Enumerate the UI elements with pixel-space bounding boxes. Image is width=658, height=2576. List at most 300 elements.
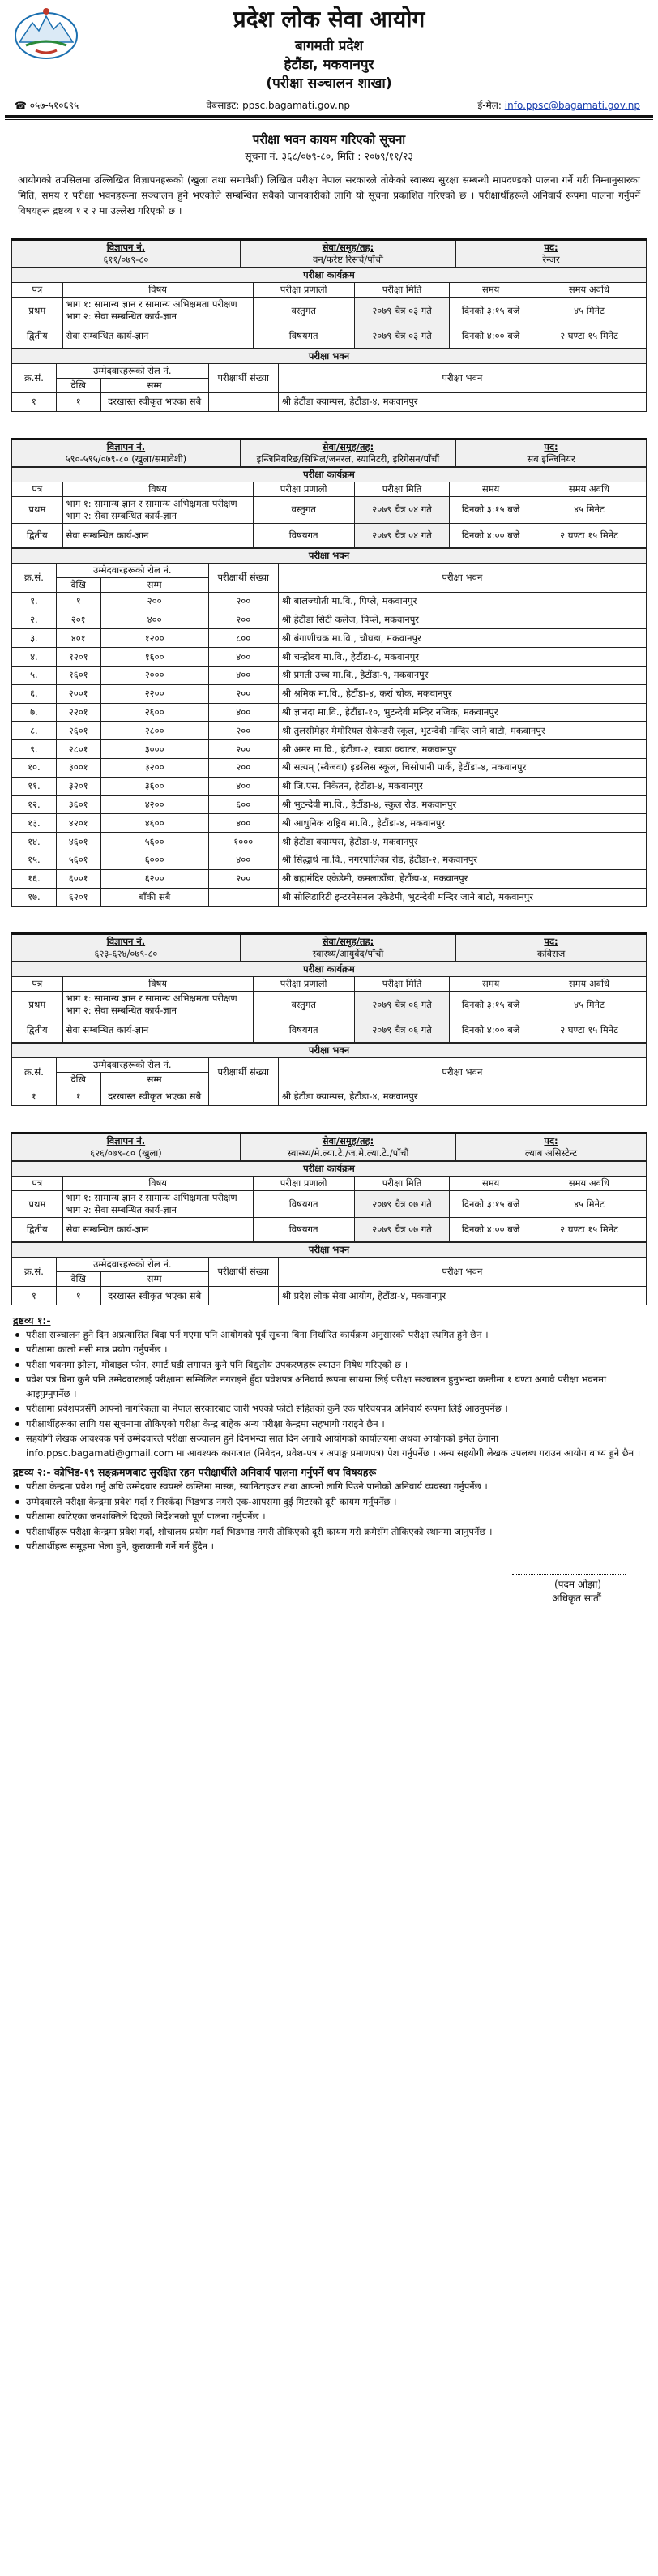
subject-part2: भाग २: सेवा सम्बन्धित कार्य-ज्ञान [66, 311, 177, 322]
service-cell [240, 934, 455, 962]
paper-subject [62, 324, 253, 349]
roll-col-header: उम्मेदवारहरूको रोल नं. [56, 563, 208, 577]
roll-col-header: उम्मेदवारहरूको रोल नं. [56, 1058, 208, 1073]
note-text: परीक्षार्थीहरू समूहमा भेला हुने, कुराकानी गर्ने गर्न हुँदैन । [26, 1541, 215, 1553]
subject-part1: सेवा सम्बन्धित कार्य-ज्ञान [66, 529, 149, 541]
notes1-heading: द्रष्टव्य १:- [13, 1314, 51, 1327]
note-item [13, 1432, 645, 1460]
hall-row [12, 777, 647, 795]
exam-hall-heading: परीक्षा भवन [12, 1243, 647, 1258]
roll-to: २८०० [100, 722, 208, 740]
notice-title: परीक्षा भवन कायम गरिएको सूचना [252, 132, 406, 147]
bullet-icon [15, 1363, 19, 1367]
count-col-header: परीक्षार्थी संख्या [208, 364, 278, 393]
notice-intro: आयोगको तपसिलमा उल्लिखित विज्ञापनहरूको (खुला तथा समावेशी) लिखित परीक्षा नेपाल सरकारले तोकेको स्वास्थ्य सुरक्षा सम्बन्धी मापदण्डको पालना गर्ने गरी निम्नानुसारका मिति, समय र परीक्षा भवनहरूमा सञ्चालन हुने भएकोले सम्बन्धित सबैको जानकारीको लागि यो सूचना प्रकाशित गरिएको छ । परीक्षार्थीहरूले अनिवार्य रूपमा पालना गर्नुपर्ने विषयहरू द्रष्टव्य १ र २ मा उल्लेख गरिएको छ । [18, 174, 640, 216]
hall-sn: १. [12, 592, 57, 611]
note-item [13, 1480, 645, 1494]
roll-to: ५६०० [100, 833, 208, 851]
post-label: पद: [544, 1135, 558, 1147]
roll-to: २००० [100, 666, 208, 684]
roll-to: ३००० [100, 740, 208, 759]
hall-row [12, 722, 647, 740]
roll-to: १२०० [100, 629, 208, 648]
adv-no-cell [12, 1134, 241, 1161]
roll-to: दरखास्त स्वीकृत भएका सबै [100, 1287, 208, 1305]
roll-from: ३००१ [56, 758, 100, 777]
office-location: हेटौंडा, मकवानपुर [284, 57, 374, 73]
hall-sn: ९. [12, 740, 57, 759]
roll-from: ४०१ [56, 629, 100, 648]
paper-date: २०७९ चैत्र ०४ गते [354, 523, 449, 547]
notice-number: सूचना नं. ३६८/०७९-८०, मिति : २०७९/११/२३ [245, 150, 413, 162]
hall-sn: २. [12, 611, 57, 629]
hall-name: श्री हेटौंडा क्याम्पस, हेटौंडा-४, मकवानपुर [278, 1087, 646, 1106]
service-value: वन/फरेष्ट रिसर्च/पाँचौं [312, 254, 383, 265]
adv-no-label: विज्ञापन नं. [106, 936, 146, 948]
post-value: कविराज [536, 948, 566, 960]
hall-sn: १ [12, 1087, 57, 1106]
sn-col-header: क्र.सं. [12, 1058, 57, 1087]
bullet-icon [15, 1437, 19, 1441]
roll-from: १ [56, 393, 100, 412]
paper-col-header: पत्र [12, 482, 63, 496]
adv-no-label: विज्ञापन नं. [106, 1135, 146, 1147]
paper-method: विषयगत [253, 324, 354, 349]
candidate-count: १००० [208, 833, 278, 851]
paper-duration: २ घण्टा १५ मिनेट [532, 523, 647, 547]
website-text[interactable]: वेबसाइट: ppsc.bagamati.gov.np [206, 100, 351, 111]
paper-duration: २ घण्टा १५ मिनेट [532, 1218, 647, 1242]
paper-time: दिनको ३:१५ बजे [450, 496, 532, 523]
post-value: रेन्जर [542, 254, 560, 265]
hall-row [12, 1087, 647, 1106]
roll-from-header: देखि [56, 1272, 100, 1287]
method-col-header: परीक्षा प्रणाली [253, 977, 354, 992]
adv-no-label: विज्ञापन नं. [106, 242, 146, 253]
hall-sn: ५. [12, 666, 57, 684]
adv-no-value: ६२६/०७९-८० (खुला) [90, 1147, 162, 1159]
count-col-header: परीक्षार्थी संख्या [208, 1258, 278, 1287]
candidate-count: २०० [208, 758, 278, 777]
roll-from-header: देखि [56, 379, 100, 393]
subject-part1: सेवा सम्बन्धित कार्य-ज्ञान [66, 1224, 149, 1236]
roll-from: १६०१ [56, 666, 100, 684]
subject-part2: भाग २: सेवा सम्बन्धित कार्य-ज्ञान [66, 1005, 177, 1017]
post-value: ल्याब असिस्टेन्ट [524, 1147, 578, 1159]
roll-to: ३२०० [100, 758, 208, 777]
subject-part1: भाग १: सामान्य ज्ञान र सामान्य अभिक्षमता परीक्षण [66, 1192, 237, 1204]
paper-row [12, 496, 647, 523]
roll-to-header: सम्म [100, 379, 208, 393]
hall-sn: १ [12, 393, 57, 412]
note-item [13, 1328, 645, 1343]
hall-sn: १६. [12, 869, 57, 888]
paper-date: २०७९ चैत्र ०३ गते [354, 298, 449, 324]
count-col-header: परीक्षार्थी संख्या [208, 563, 278, 592]
service-value: इन्जिनियरिङ/सिभिल/जनरल, स्यानिटरी, इरिगेसन/पाँचौं [256, 452, 440, 465]
date-col-header: परीक्षा मिति [354, 283, 449, 298]
paper-duration: २ घण्टा १५ मिनेट [532, 1018, 647, 1043]
note-item [13, 1540, 645, 1554]
hall-name: श्री ब्रह्ममंदिर एकेडेमी, कमलाडाँडा, हेटौंडा-४, मकवानपुर [278, 869, 646, 888]
hall-sn: ६. [12, 684, 57, 703]
commission-title: प्रदेश लोक सेवा आयोग [233, 6, 425, 32]
paper-row [12, 1018, 647, 1043]
hall-row [12, 888, 647, 907]
exam-program-table [11, 1161, 647, 1242]
roll-to: २६०० [100, 703, 208, 722]
paper-row [12, 298, 647, 324]
roll-from: ३६०१ [56, 795, 100, 814]
roll-col-header: उम्मेदवारहरूको रोल नं. [56, 364, 208, 379]
note-text: परीक्षामा खटिएका जनशक्तिले दिएको निर्देशनको पूर्ण पालना गर्नुपर्नेछ । [26, 1511, 266, 1523]
paper-method: वस्तुगत [253, 992, 354, 1018]
paper-method: विषयगत [253, 1018, 354, 1043]
roll-col-header: उम्मेदवारहरूको रोल नं. [56, 1258, 208, 1272]
hall-row [12, 611, 647, 629]
hall-sn: १३. [12, 814, 57, 833]
roll-to: दरखास्त स्वीकृत भएका सबै [100, 1087, 208, 1106]
signature-block [0, 1566, 626, 1605]
hall-row [12, 592, 647, 611]
hall-name: श्री सिद्धार्थ मा.वि., नगरपालिका रोड, हेटौंडा-२, मकवानपुर [278, 851, 646, 869]
roll-from: ४२०१ [56, 814, 100, 833]
duration-col-header: समय अवधि [532, 1177, 647, 1191]
subject-part1: भाग १: सामान्य ज्ञान र सामान्य अभिक्षमता परीक्षण [66, 992, 237, 1005]
candidate-count: २०० [208, 722, 278, 740]
exam-program-heading: परीक्षा कार्यक्रम [12, 1162, 647, 1177]
roll-from: २६०१ [56, 722, 100, 740]
paper-row [12, 523, 647, 547]
candidate-count [208, 1287, 278, 1305]
paper-no: द्वितीय [12, 1018, 63, 1043]
roll-to-header: सम्म [100, 1272, 208, 1287]
subject-col-header: विषय [62, 1177, 253, 1191]
note-item [13, 1510, 645, 1524]
hall-row [12, 629, 647, 648]
duration-col-header: समय अवधि [532, 482, 647, 496]
paper-no: प्रथम [12, 298, 63, 324]
paper-row [12, 1191, 647, 1218]
hall-sn: ७. [12, 703, 57, 722]
paper-no: प्रथम [12, 992, 63, 1018]
hall-name: श्री हेटौंडा सिटी कलेज, पिप्ले, मकवानपुर [278, 611, 646, 629]
date-col-header: परीक्षा मिति [354, 482, 449, 496]
advertisement-header-table [11, 238, 647, 268]
time-col-header: समय [450, 977, 532, 992]
paper-no: द्वितीय [12, 1218, 63, 1242]
roll-to: २०० [100, 592, 208, 611]
paper-date: २०७९ चैत्र ०६ गते [354, 992, 449, 1018]
paper-col-header: पत्र [12, 977, 63, 992]
bullet-icon [15, 1407, 19, 1411]
service-value: स्वास्थ्य/मे.ल्या.टे./ज.मे.ल्या.टे./पाँचौं [287, 1147, 409, 1159]
note-text: परीक्षामा कालो मसी मात्र प्रयोग गर्नुपर्नेछ । [26, 1344, 168, 1356]
exam-hall-heading: परीक्षा भवन [12, 1044, 647, 1058]
paper-duration: ४५ मिनेट [532, 496, 647, 523]
advertisement-header-table [11, 438, 647, 467]
note-text: परीक्षा सञ्चालन हुने दिन अप्रत्यासित बिदा पर्न गएमा पनि आयोगको पूर्व सूचना बिना निर्धारित कार्यक्रम अनुसारको परीक्षा स्थगित हुने छैन । [26, 1328, 489, 1340]
candidate-count: २०० [208, 592, 278, 611]
sn-col-header: क्र.सं. [12, 1258, 57, 1287]
header-rule [5, 115, 653, 118]
paper-duration: ४५ मिनेट [532, 992, 647, 1018]
hall-sn: ११. [12, 777, 57, 795]
bullet-icon [15, 1545, 19, 1549]
hall-row [12, 684, 647, 703]
advertisement-header-table [11, 932, 647, 962]
bullet-icon [15, 1530, 19, 1534]
exam-program-table [11, 268, 647, 349]
advertisement-block [11, 238, 647, 412]
subject-col-header: विषय [62, 283, 253, 298]
post-label: पद: [544, 936, 558, 948]
method-col-header: परीक्षा प्रणाली [253, 283, 354, 298]
note-item [13, 1358, 645, 1373]
post-label: पद: [544, 242, 558, 253]
service-label: सेवा/समूह/तह: [322, 936, 374, 948]
hall-sn: ४. [12, 648, 57, 667]
roll-to: ६००० [100, 851, 208, 869]
email-link[interactable]: info.ppsc@bagamati.gov.np [504, 100, 640, 111]
signatory-name: (पदम ओझा) [554, 1578, 601, 1590]
paper-method: वस्तुगत [253, 496, 354, 523]
note-text: परीक्षार्थीहरूका लागि यस सूचनामा तोकिएको परीक्षा केन्द्र बाहेक अन्य परीक्षा केन्द्रमा सहभागी गराइने छैन । [26, 1417, 385, 1429]
hall-name: श्री आधुनिक राष्ट्रिय मा.वि., हेटौंडा-४, मकवानपुर [278, 814, 646, 833]
subject-col-header: विषय [62, 482, 253, 496]
date-col-header: परीक्षा मिति [354, 1177, 449, 1191]
hall-col-header: परीक्षा भवन [278, 364, 646, 393]
bullet-icon [15, 1422, 19, 1426]
post-cell [456, 934, 647, 962]
service-label: सेवा/समूह/तह: [322, 242, 374, 253]
hall-row [12, 666, 647, 684]
hall-name: श्री सत्यम् (स्वैजवा) इङलिस स्कूल, चिसोपानी पार्क, हेटौंडा-४, मकवानपुर [278, 758, 646, 777]
roll-to: ३६०० [100, 777, 208, 795]
post-cell [456, 240, 647, 268]
service-cell [240, 240, 455, 268]
note-item [13, 1373, 645, 1401]
hall-sn: १०. [12, 758, 57, 777]
nepal-emblem-icon [11, 5, 81, 62]
roll-from: ३२०१ [56, 777, 100, 795]
note-text: परीक्षामा प्रवेशपत्रसँगै आफ्नो नागरिकता वा नेपाल सरकारबाट जारी भएको फोटो सहितको कुनै एक परिचयपत्र अनिवार्य रूपमा लिई आउनुपर्नेछ । [26, 1403, 508, 1415]
paper-duration: २ घण्टा १५ मिनेट [532, 324, 647, 349]
hall-col-header: परीक्षा भवन [278, 1258, 646, 1287]
hall-row [12, 851, 647, 869]
signature-line [512, 1574, 626, 1575]
paper-row [12, 1218, 647, 1242]
paper-method: विषयगत [253, 1191, 354, 1218]
exam-hall-table [11, 548, 647, 907]
paper-subject [62, 1218, 253, 1242]
duration-col-header: समय अवधि [532, 977, 647, 992]
hall-sn: १२. [12, 795, 57, 814]
advertisement-block [11, 932, 647, 1106]
candidate-count: ४०० [208, 666, 278, 684]
paper-subject [62, 496, 253, 523]
note-text: उम्मेदवारले परीक्षा केन्द्रमा प्रवेश गर्दा र निस्कँदा भिडभाड नगरी एक-आपसमा दुई मिटरको दूरी कायम गर्नुपर्नेछ । [26, 1495, 397, 1507]
paper-method: वस्तुगत [253, 298, 354, 324]
paper-subject [62, 992, 253, 1018]
subject-part1: भाग १: सामान्य ज्ञान र सामान्य अभिक्षमता परीक्षण [66, 298, 237, 310]
paper-duration: ४५ मिनेट [532, 1191, 647, 1218]
email-label: ई-मेल: [477, 100, 502, 111]
post-label: पद: [544, 440, 558, 452]
hall-name: श्री सोलिडारिटी इन्टरनेसनल एकेडेमी, भुटन्देवी मन्दिर जाने बाटो, मकवानपुर [278, 888, 646, 907]
service-label: सेवा/समूह/तह: [322, 440, 374, 452]
adv-no-value: ६११/०७९-८० [103, 254, 149, 265]
hall-row [12, 703, 647, 722]
count-col-header: परीक्षार्थी संख्या [208, 1058, 278, 1087]
roll-to: बाँकी सबै [100, 888, 208, 907]
advertisement-block [11, 1132, 647, 1305]
paper-no: द्वितीय [12, 324, 63, 349]
note-item [13, 1417, 645, 1432]
roll-from: १ [56, 1087, 100, 1106]
paper-no: प्रथम [12, 1191, 63, 1218]
adv-no-cell [12, 934, 241, 962]
note-item [13, 1402, 645, 1417]
hall-col-header: परीक्षा भवन [278, 1058, 646, 1087]
roll-to: दरखास्त स्वीकृत भएका सबै [100, 393, 208, 412]
header-rule-thin [5, 119, 653, 120]
hall-name: श्री अमर मा.वि., हेटौंडा-२, खाडा क्वाटर, मकवानपुर [278, 740, 646, 759]
bullet-icon [15, 1333, 19, 1337]
email-block [477, 98, 640, 112]
paper-date: २०७९ चैत्र ०६ गते [354, 1018, 449, 1043]
paper-no: प्रथम [12, 496, 63, 523]
time-col-header: समय [450, 482, 532, 496]
roll-to-header: सम्म [100, 577, 208, 592]
roll-to: ६२०० [100, 869, 208, 888]
subject-part2: भाग २: सेवा सम्बन्धित कार्य-ज्ञान [66, 509, 177, 521]
paper-time: दिनको ४:०० बजे [450, 324, 532, 349]
note-item [13, 1525, 645, 1540]
duration-col-header: समय अवधि [532, 283, 647, 298]
hall-row [12, 869, 647, 888]
candidate-count [208, 393, 278, 412]
roll-from: ५६०१ [56, 851, 100, 869]
time-col-header: समय [450, 1177, 532, 1191]
hall-col-header: परीक्षा भवन [278, 563, 646, 592]
hall-name: श्री तुलसीमेहर मेमोरियल सेकेन्डरी स्कूल, भुटन्देवी मन्दिर जाने बाटो, मकवानपुर [278, 722, 646, 740]
note-text: परीक्षार्थीहरू परीक्षा केन्द्रमा प्रवेश गर्दा, शौचालय प्रयोग गर्दा भिडभाड नगरी तोकिएको दूरी कायम गरी क्रमैसँग तोकिएको स्थानमा जानुपर्नेछ । [26, 1525, 493, 1537]
paper-date: २०७९ चैत्र ०७ गते [354, 1191, 449, 1218]
hall-sn: १ [12, 1287, 57, 1305]
exam-hall-table [11, 1242, 647, 1305]
phone-number: ☎ ०५७-५१०६९५ [15, 100, 79, 111]
adv-no-value: ६२३-६२४/०७९-८० [94, 948, 158, 960]
bullet-icon [15, 1348, 19, 1352]
candidate-count: २०० [208, 869, 278, 888]
hall-row [12, 833, 647, 851]
post-cell [456, 439, 647, 466]
hall-sn: १४. [12, 833, 57, 851]
time-col-header: समय [450, 283, 532, 298]
roll-to: ४२०० [100, 795, 208, 814]
hall-row [12, 758, 647, 777]
candidate-count: २०० [208, 740, 278, 759]
roll-from: १ [56, 1287, 100, 1305]
adv-no-cell [12, 240, 241, 268]
exam-program-table [11, 962, 647, 1043]
hall-sn: १५. [12, 851, 57, 869]
service-cell [240, 439, 455, 466]
roll-to: ४०० [100, 611, 208, 629]
candidate-count: २०० [208, 684, 278, 703]
paper-subject [62, 523, 253, 547]
paper-method: विषयगत [253, 523, 354, 547]
bullet-icon [15, 1500, 19, 1504]
date-col-header: परीक्षा मिति [354, 977, 449, 992]
candidate-count: ६०० [208, 795, 278, 814]
hall-name: श्री बालज्योती मा.वि., पिप्ले, मकवानपुर [278, 592, 646, 611]
note-item [13, 1495, 645, 1510]
candidate-count [208, 888, 278, 907]
paper-time: दिनको ३:१५ बजे [450, 992, 532, 1018]
hall-name: श्री श्रमिक मा.वि., हेटौंडा-४, कर्रा चोक, मकवानपुर [278, 684, 646, 703]
exam-program-heading: परीक्षा कार्यक्रम [12, 268, 647, 283]
paper-duration: ४५ मिनेट [532, 298, 647, 324]
hall-row [12, 814, 647, 833]
adv-no-cell [12, 439, 241, 466]
hall-sn: १७. [12, 888, 57, 907]
notes-section [13, 1314, 645, 1554]
candidate-count: ४०० [208, 648, 278, 667]
notes1-list [13, 1328, 645, 1461]
hall-name: श्री हेटौंडा क्याम्पस, हेटौंडा-४, मकवानपुर [278, 833, 646, 851]
paper-time: दिनको ३:१५ बजे [450, 1191, 532, 1218]
candidate-count: ४०० [208, 703, 278, 722]
exam-hall-heading: परीक्षा भवन [12, 349, 647, 364]
hall-name: श्री प्रदेश लोक सेवा आयोग, हेटौंडा-४, मकवानपुर [278, 1287, 646, 1305]
candidate-count [208, 1087, 278, 1106]
candidate-count: ४०० [208, 814, 278, 833]
paper-date: २०७९ चैत्र ०७ गते [354, 1218, 449, 1242]
advertisement-block [11, 438, 647, 907]
roll-from-header: देखि [56, 1073, 100, 1087]
method-col-header: परीक्षा प्रणाली [253, 482, 354, 496]
service-label: सेवा/समूह/तह: [322, 1135, 374, 1147]
exam-program-table [11, 467, 647, 548]
subject-part1: सेवा सम्बन्धित कार्य-ज्ञान [66, 1024, 149, 1036]
bullet-icon [15, 1378, 19, 1382]
roll-to-header: सम्म [100, 1073, 208, 1087]
paper-time: दिनको ४:०० बजे [450, 523, 532, 547]
paper-time: दिनको ४:०० बजे [450, 1218, 532, 1242]
note-text: प्रवेश पत्र बिना कुनै पनि उम्मेदवारलाई परीक्षामा सम्मिलित नगराइने हुँदा प्रवेशपत्र अनिवार्य रूपमा साथमा लिई परीक्षा सञ्चालन हुनुभन्दा कम्तीमा १ घण्टा अगावै परीक्षा भवनमा आइपुग्नुपर्नेछ । [26, 1374, 607, 1399]
candidate-count: ४०० [208, 851, 278, 869]
hall-sn: ८. [12, 722, 57, 740]
roll-from: २०१ [56, 611, 100, 629]
paper-row [12, 992, 647, 1018]
paper-time: दिनको ४:०० बजे [450, 1018, 532, 1043]
paper-time: दिनको ३:१५ बजे [450, 298, 532, 324]
candidate-count: ८०० [208, 629, 278, 648]
roll-from: २००१ [56, 684, 100, 703]
bullet-icon [15, 1515, 19, 1519]
note-text: परीक्षा भवनमा झोला, मोबाइल फोन, स्मार्ट घडी लगायत कुनै पनि विद्युतीय उपकरणहरू ल्याउन निषेध गरिएको छ । [26, 1358, 408, 1370]
roll-to: ४६०० [100, 814, 208, 833]
paper-subject [62, 298, 253, 324]
post-value: सब इन्जिनियर [527, 452, 575, 465]
roll-from: ४६०१ [56, 833, 100, 851]
exam-hall-table [11, 349, 647, 412]
hall-name: श्री ज्ञानदा मा.वि., हेटौंडा-१०, भुटन्देवी मन्दिर नजिक, मकवानपुर [278, 703, 646, 722]
hall-name: श्री चन्द्रोदय मा.वि., हेटौंडा-८, मकवानपुर [278, 648, 646, 667]
paper-col-header: पत्र [12, 1177, 63, 1191]
